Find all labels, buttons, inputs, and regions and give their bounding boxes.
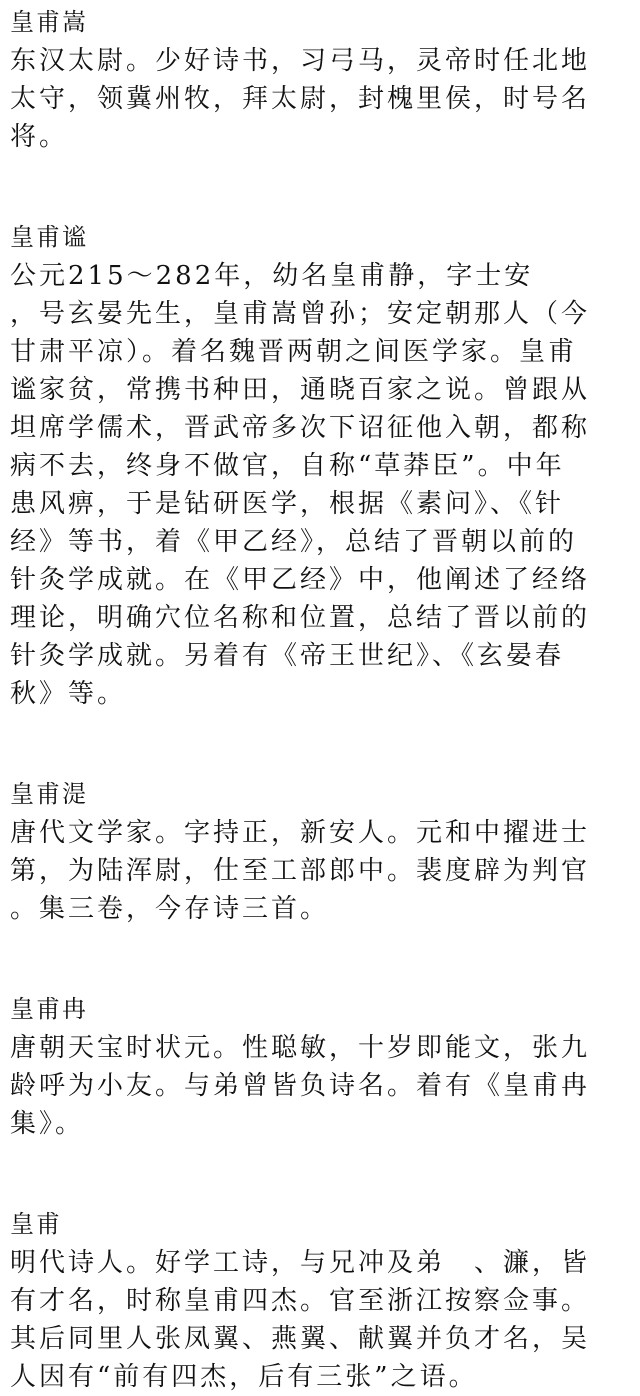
entry-text-line: 第，为陆浑尉，仕至工部郎中。裴度辟为判官 <box>10 856 591 886</box>
entry-text-line: 针灸学成就。在《甲乙经》中，他阐述了经络 <box>10 565 591 595</box>
entry-huangfu-ran <box>10 987 635 1143</box>
entry-text-line: 秋》等。 <box>10 679 127 709</box>
entry-text-line: 理论，明确穴位名称和位置，总结了晋以前的 <box>10 603 591 633</box>
entry-text-line: 将。 <box>10 122 69 152</box>
entry-text-line: 人因有“前有四杰，后有三张”之语。 <box>10 1362 478 1392</box>
entry-huangfu-song <box>10 0 635 156</box>
entry-text-line: 坦席学儒术，晋武帝多次下诏征他入朝，都称 <box>10 413 591 443</box>
entry-huangfu-mi <box>10 215 635 713</box>
entry-text-line: 明代诗人。好学工诗，与兄冲及弟 、濂，皆 <box>10 1248 591 1278</box>
entry-text-line: 患风痹，于是钻研医学，根据《素问》、《针 <box>10 489 565 519</box>
entry-text-line: 。集三卷，今存诗三首。 <box>10 894 330 924</box>
entry-text-line: 病不去，终身不做官，自称“草莽臣”。中年 <box>10 451 565 481</box>
entry-title: 皇甫 <box>10 1210 62 1238</box>
entry-huangfu-shi <box>10 772 635 928</box>
entry-spacer <box>10 1143 635 1202</box>
document-body <box>10 0 635 1396</box>
entry-spacer <box>10 156 635 215</box>
entry-text-line: 经》等书，着《甲乙经》，总结了晋朝以前的 <box>10 527 578 557</box>
entry-text-line: ，号玄晏先生，皇甫嵩曾孙；安定朝那人（今 <box>10 299 591 329</box>
entry-text-line: 有才名，时称皇甫四杰。官至浙江按察佥事。 <box>10 1286 591 1316</box>
entry-title: 皇甫谧 <box>10 223 88 251</box>
entry-title: 皇甫冉 <box>10 995 88 1023</box>
entry-text-line: 唐代文学家。字持正，新安人。元和中擢进士 <box>10 818 591 848</box>
entry-title: 皇甫嵩 <box>10 8 88 36</box>
entry-huangfu-ming <box>10 1202 635 1396</box>
entry-title: 皇甫湜 <box>10 780 88 808</box>
entry-text-line: 谧家贫，常携书种田，通晓百家之说。曾跟从 <box>10 375 591 405</box>
entry-text-line: 公元215～282年，幼名皇甫静，字士安 <box>10 261 534 291</box>
entry-spacer <box>10 713 635 772</box>
entry-text-line: 其后同里人张凤翼、燕翼、献翼并负才名，吴 <box>10 1324 591 1354</box>
entry-text-line: 龄呼为小友。与弟曾皆负诗名。着有《皇甫冉 <box>10 1071 591 1101</box>
entry-text-line: 甘肃平凉）。着名魏晋两朝之间医学家。皇甫 <box>10 337 578 367</box>
entry-spacer <box>10 928 635 987</box>
entry-text-line: 东汉太尉。少好诗书，习弓马，灵帝时任北地 <box>10 46 591 76</box>
entry-text-line: 集》。 <box>10 1109 85 1139</box>
entry-text-line: 唐朝天宝时状元。性聪敏，十岁即能文，张九 <box>10 1033 591 1063</box>
entry-text-line: 针灸学成就。另着有《帝王世纪》、《玄晏春 <box>10 641 565 671</box>
entry-text-line: 太守，领冀州牧，拜太尉，封槐里侯，时号名 <box>10 84 591 114</box>
